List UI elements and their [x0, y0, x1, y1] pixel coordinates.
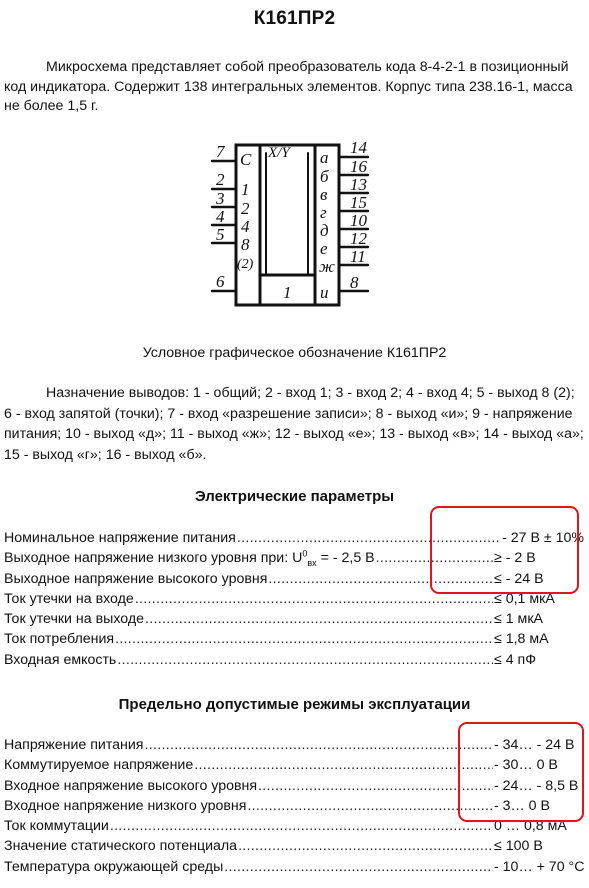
symbol-left-label-2b: (2)	[237, 257, 254, 272]
symbol-left-label-4: 4	[241, 217, 250, 236]
limit-row: Значение статического потенциала ..... ≤ 100 В	[4, 838, 584, 858]
limit-row: Ток коммутации ..... 0 … 0,8 мА	[4, 818, 584, 838]
param-row: Ток утечки на входе ..... ≤ 0,1 мкА	[4, 591, 584, 611]
param-row: Номинальное напряжение питания ..... - 27 В ± 10%	[4, 530, 584, 550]
symbol-right-label-d: д	[320, 221, 329, 240]
pin-number-11: 11	[350, 247, 366, 266]
param-row: Выходное напряжение высокого уровня ..... ≤ - 24 В	[4, 571, 584, 591]
document-title: К161ПР2	[253, 8, 336, 29]
param-row: Выходное напряжение низкого уровня при: $U^0_{вх}$ = - 2,5 В ..... ≥ - 2 В	[4, 550, 584, 570]
symbol-bottom-center: 1	[283, 283, 292, 302]
pin-number-14: 14	[350, 138, 367, 157]
symbol-right-label-v: в	[320, 185, 328, 204]
symbol-right-label-g: г	[320, 203, 327, 222]
symbol-right-label-zh: ж	[319, 257, 335, 276]
symbol-right-label-i: и	[320, 283, 329, 302]
intro-paragraph	[4, 58, 584, 117]
limits-section-title: Предельно допустимые режимы эксплуатации	[118, 696, 471, 713]
pin-number-13: 13	[350, 175, 367, 194]
pin-assignment-paragraph	[4, 383, 584, 465]
limit-row: Температура окружающей среды ..... - 10… + 70 °С	[4, 859, 584, 879]
highlight-box-electrical	[430, 506, 579, 594]
limit-row: Входное напряжение низкого уровня ..... - 3… 0 В	[4, 798, 584, 818]
pin-number-15: 15	[350, 193, 367, 212]
pin-number-7: 7	[216, 142, 225, 161]
limit-row: Входное напряжение высокого уровня ..... - 24… - 8,5 В	[4, 778, 584, 798]
param-row: Ток утечки на выходе ..... ≤ 1 мкА	[4, 611, 584, 631]
intro-text: Микросхема представляет собой преобразователь кода 8-4-2-1 в позиционный код индикатора. Содержит 138 интегральных элементов. Корпус типа 238.16-1, масса не более 1,5 г.	[4, 59, 573, 114]
limit-row: Коммутируемое напряжение ..... - 30… 0 В	[4, 757, 584, 777]
limit-row: Напряжение питания ..... - 34… - 24 В	[4, 737, 584, 757]
highlight-box-limits	[458, 722, 584, 822]
symbol-left-label-2: 2	[241, 199, 250, 218]
pin-assignment-text: Назначение выводов: 1 - общий; 2 - вход 1; 3 - вход 2; 4 - вход 4; 5 - выход 8 (2); 6 - вход запятой (точки); 7 - вход «разрешение записи»; 8 - выход «и»; 9 - напряжение питания; 10 - выход «д»; 11 - выход «ж»; 12 - выход «е»; 13 - выход «в»; 14 - выход «а»; 15 - выход «г»; 16 - выход «б».	[4, 385, 584, 463]
schematic-symbol	[200, 135, 390, 315]
pin-number-16: 16	[350, 157, 367, 176]
pin-number-5: 5	[216, 225, 225, 244]
symbol-header-center: X/Y	[268, 145, 290, 161]
symbol-right-label-e: е	[320, 239, 328, 258]
param-row: Входная емкость ..... ≤ 4 пФ	[4, 652, 584, 672]
pin-number-3: 3	[216, 189, 225, 208]
param-row: Ток потребления ..... ≤ 1,8 мА	[4, 631, 584, 651]
diagram-caption: Условное графическое обозначение К161ПР2	[142, 345, 447, 361]
pin-number-6: 6	[216, 272, 225, 291]
symbol-header-right: a	[320, 148, 329, 167]
pin-number-4: 4	[216, 207, 225, 226]
pin-number-2: 2	[216, 170, 225, 189]
symbol-left-label-1: 1	[241, 180, 250, 199]
symbol-right-label-b: б	[320, 167, 329, 186]
pin-number-8: 8	[350, 273, 359, 292]
pin-number-12: 12	[350, 229, 367, 248]
symbol-header-left: C	[240, 150, 252, 169]
pin-number-10: 10	[350, 211, 367, 230]
symbol-left-label-8: 8	[241, 235, 250, 254]
electrical-section-title: Электрические параметры	[194, 488, 395, 505]
